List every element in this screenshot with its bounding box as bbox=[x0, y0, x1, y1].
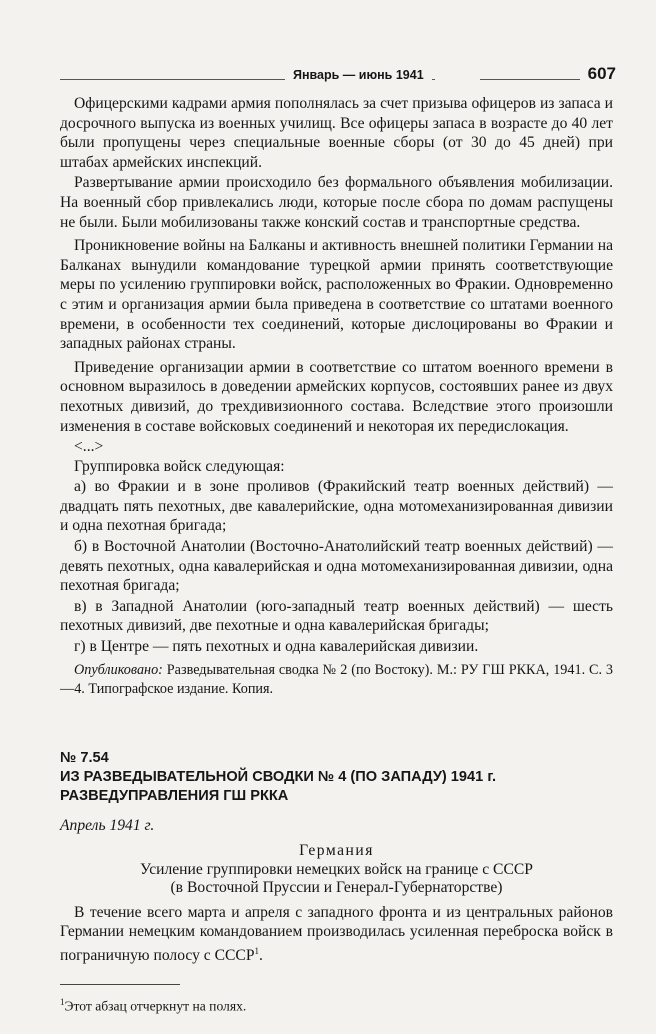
body-paragraph: Офицерскими кадрами армия пополнялась за счет призыва офицеров из запаса и досрочного выпуска из военных училищ. Все офицеры запаса в возрасте до 40 лет были пропущены через специальные военные сборы (от 30 до 45 дней) при штабах армейских инспекций. bbox=[60, 95, 613, 171]
section-subtitle-1: Усиление группировки немецких войск на границе с СССР bbox=[140, 860, 533, 878]
footnote-text: Этот абзац отчеркнут на полях. bbox=[64, 998, 247, 1014]
running-header bbox=[60, 62, 616, 86]
grouping-item-c: в) в Западной Анатолии (юго-западный театр военных действий) — шесть пехотных дивизий, две пехотные и одна кавалерийская бригады; bbox=[60, 597, 613, 635]
document-paragraph bbox=[60, 903, 613, 966]
body-paragraph: Приведение организации армии в соответствие со штатом военного времени в основном выразилось в доведении армейских корпусов, состоявших ранее из двух пехотных дивизий, до трехдивизионного состава. Вследствие этого произошли изменения в составе войсковых соединений и некоторая их передислокация. bbox=[60, 358, 613, 435]
running-title: Январь — июнь 1941 bbox=[285, 68, 432, 82]
grouping-item-a: а) во Фракии и в зоне проливов (Фракийский театр военных действий) — двадцать пять пехотных, две кавалерийские, одна мотомеханизированная дивизии и одна пехотная бригада; bbox=[60, 478, 613, 535]
section-country: Германия bbox=[299, 842, 374, 860]
document-title-line1: ИЗ РАЗВЕДЫВАТЕЛЬНОЙ СВОДКИ № 4 (ПО ЗАПАДУ) 1941 г. bbox=[60, 768, 497, 785]
footnote-rule bbox=[60, 984, 180, 985]
grouping-item-b: б) в Восточной Анатолии (Восточно-Анатолийский театр военных действий) — девять пехотных, одна кавалерийская и одна мотомеханизированная дивизии, одна пехотная бригада; bbox=[60, 538, 613, 595]
body-paragraph: Проникновение войны на Балканы и активность внешней политики Германии на Балканах вынудили командование турецкой армии принять соответствующие меры по усилению группировки войск, расположенных во Фракии. Одновременно с этим и организация армии была приведена в соответствие со штатами военного времени, в особенности тех соединений, которые дислоцированы во Фракии и западных районах страны. bbox=[60, 237, 613, 353]
footnote-mark: 1 bbox=[60, 996, 65, 1007]
document-heading bbox=[60, 749, 613, 806]
page-content bbox=[60, 94, 613, 1016]
document-date: Апрель 1941 г. bbox=[60, 816, 155, 834]
document-title-line2: РАЗВЕДУПРАВЛЕНИЯ ГШ РККА bbox=[60, 787, 289, 804]
page-number: 607 bbox=[587, 64, 616, 83]
grouping-intro: Группировка войск следующая: bbox=[74, 457, 285, 475]
section-subtitle-2: (в Восточной Пруссии и Генерал-Губернаторстве) bbox=[170, 878, 503, 896]
header-rule-right bbox=[480, 79, 580, 80]
publication-note bbox=[60, 661, 613, 699]
footnote-reference: 1 bbox=[254, 946, 259, 956]
document-paragraph-text: В течение всего марта и апреля с западного фронта и из центральных районов Германии немецким командованием производилась усиленная переброска войск в пограничную полосу с СССР bbox=[60, 903, 613, 965]
publication-label: Опубликовано: bbox=[74, 661, 163, 678]
document-paragraph-end: . bbox=[259, 947, 263, 965]
footnote bbox=[60, 993, 613, 1016]
grouping-item-d: г) в Центре — пять пехотных и одна кавалерийская дивизии. bbox=[74, 638, 479, 656]
omission-mark: <...> bbox=[74, 438, 104, 456]
publication-text: Разведывательная сводка № 2 (по Востоку). М.: РУ ГШ РККА, 1941. С. 3—4. Типографское издание. Копия. bbox=[60, 661, 613, 697]
body-paragraph: Развертывание армии происходило без формального объявления мобилизации. На военный сбор привлекались люди, которые после сбора по домам распущены не были. Были мобилизованы также конский состав и транспортные средства. bbox=[60, 174, 613, 231]
document-number: № 7.54 bbox=[60, 749, 109, 766]
